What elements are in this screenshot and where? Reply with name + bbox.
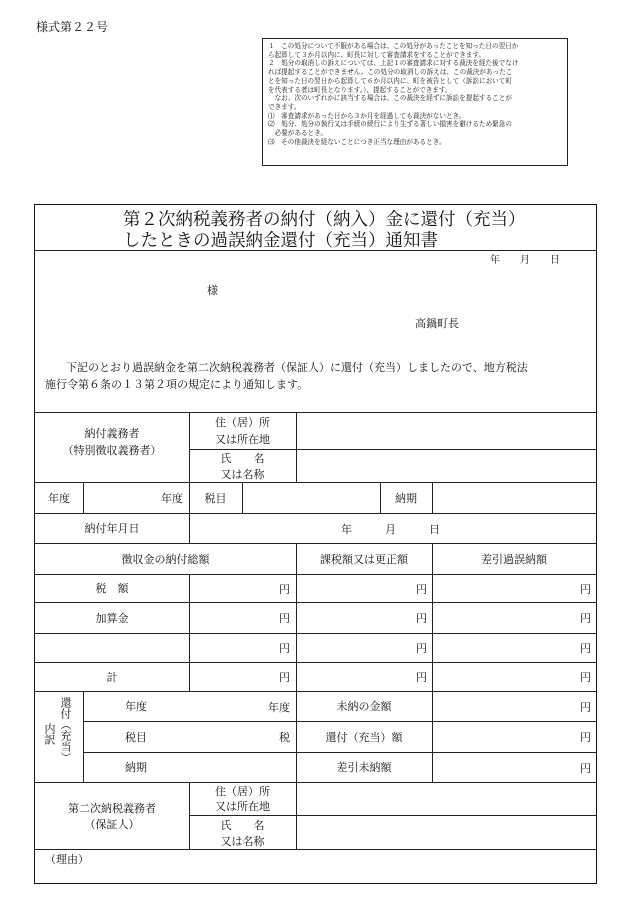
breakdown-side-label: 還付（充当）: [59, 697, 72, 763]
divider: [35, 849, 596, 850]
divider: [296, 412, 297, 482]
appeal-notice-box: [262, 38, 568, 166]
notice-message-line2: 施行令第６条の１３第２項の規定により通知します。: [45, 378, 309, 391]
unpaid-amount-label: 未納の金額: [336, 700, 392, 713]
yen-unit: 円: [416, 671, 427, 684]
yen-unit: 円: [279, 612, 290, 625]
header-overpayment: 差引過誤納額: [481, 552, 547, 566]
payment-date-value: 年 月 日: [341, 523, 440, 536]
second-taxpayer-sublabel: （保証人）: [84, 818, 140, 831]
divider: [296, 782, 297, 849]
yen-unit: 円: [416, 642, 427, 655]
divider: [35, 412, 596, 413]
notice-line: なお、次のいずれかに該当する場合は、この裁決を経ずに訴訟を提起することが: [268, 94, 512, 103]
yen-unit: 円: [580, 762, 591, 775]
header-total-paid: 徴収金の納付総額: [121, 552, 210, 566]
header-assessed-amount: 課税額又は更正額: [320, 552, 408, 566]
second-name-label: 氏 名: [220, 819, 265, 832]
yen-unit: 円: [580, 642, 591, 655]
yen-unit: 円: [580, 731, 591, 744]
issue-date: 年 月 日: [490, 255, 560, 266]
refund-amount-label: 還付（充当）額: [325, 730, 403, 744]
yen-unit: 円: [279, 671, 290, 684]
form-title-line2: したときの過誤納金還付（充当）通知書: [123, 231, 438, 251]
notice-line: 必要があるとき。: [268, 129, 328, 138]
form-title-line1: 第２次納税義務者の納付（納入）金に還付（充当）: [123, 210, 526, 230]
notice-line: できます。: [268, 102, 301, 111]
payment-date-label: 納付年月日: [84, 522, 140, 535]
divider: [189, 513, 190, 543]
breakdown-period-label: 納期: [125, 761, 147, 774]
yen-unit: 円: [580, 583, 591, 596]
amount-row-label: 税 額: [95, 582, 129, 595]
yen-unit: 円: [580, 701, 591, 714]
divider: [35, 633, 596, 634]
second-address-label: 住（居）所: [215, 785, 270, 798]
yen-unit: 円: [580, 612, 591, 625]
reason-label: （理由）: [45, 853, 89, 866]
tax-item-label: 税目: [204, 491, 227, 505]
divider: [432, 482, 433, 513]
second-taxpayer-label: 第二次納税義務者: [68, 802, 156, 815]
second-address-label: 又は所在地: [215, 800, 270, 813]
notice-line: を代表する者は町長となります。）、提起することができます。: [268, 85, 452, 94]
breakdown-year-suffix: 年度: [268, 701, 290, 714]
payment-period-label: 納期: [395, 491, 417, 505]
breakdown-year-label: 年度: [125, 700, 147, 713]
taxpayer-address-label: 住（居）所: [215, 415, 270, 429]
notice-line: ⑴ 審査請求があった日から３か月を経過しても裁決がないとき。: [268, 111, 466, 120]
notice-message-line1: 下記のとおり過誤納金を第二次納税義務者（保証人）に還付（充当）しましたので、地方税法: [66, 361, 528, 374]
notice-line: ら起算して３か月以内に、町長に対して審査請求をすることができます。: [268, 50, 486, 59]
notice-line: ⑵ 処分、処分の執行又は手続の続行により生ずる著しい損害を避けるため緊急の: [268, 120, 512, 129]
taxpayer-name-label: 氏 名: [220, 452, 265, 465]
notice-line: ⑶ その他裁決を経ないことにつき正当な理由があるとき。: [268, 137, 446, 146]
breakdown-tax-suffix: 税: [279, 731, 290, 744]
notice-line: １ この処分について不服がある場合は、この処分があったことを知った日の翌日か: [268, 42, 519, 50]
fiscal-year-suffix: 年度: [161, 492, 183, 505]
taxpayer-sublabel: （特別徴収義務者）: [62, 444, 162, 457]
yen-unit: 円: [580, 671, 591, 684]
notice-line: ２ 処分の取消しの訴えについては、上記１の審査請求に対する裁決を経た後でなけ: [268, 59, 519, 68]
notice-form: [34, 204, 597, 884]
notice-line: とを知った日の翌日から起算して６か月以内に、町を被告として（訴訟において町: [268, 76, 512, 85]
divider: [242, 482, 243, 513]
notice-line: れば提起することができません。この処分の取消しの訴えは、この裁決があったこ: [268, 68, 513, 77]
yen-unit: 円: [279, 642, 290, 655]
yen-unit: 円: [416, 583, 427, 596]
yen-unit: 円: [279, 583, 290, 596]
form-number: 様式第２２号: [36, 20, 109, 34]
addressee-suffix: 様: [207, 284, 218, 297]
taxpayer-label: 納付義務者: [84, 427, 140, 440]
divider: [189, 815, 596, 816]
yen-unit: 円: [416, 612, 427, 625]
divider: [35, 782, 596, 783]
amount-total-label: 計: [106, 670, 118, 684]
divider: [35, 482, 596, 483]
breakdown-side-label: 内訳: [43, 723, 56, 745]
breakdown-tax-item-label: 税目: [125, 730, 147, 744]
issuer-name: 高鍋町長: [415, 317, 459, 330]
taxpayer-name-label: 又は名称: [220, 468, 265, 481]
second-name-label: 又は名称: [220, 835, 265, 848]
remaining-unpaid-label: 差引未納額: [336, 761, 392, 774]
fiscal-year-label: 年度: [48, 491, 70, 505]
taxpayer-address-label: 又は所在地: [215, 432, 270, 446]
amount-row-label: 加算金: [95, 611, 129, 625]
